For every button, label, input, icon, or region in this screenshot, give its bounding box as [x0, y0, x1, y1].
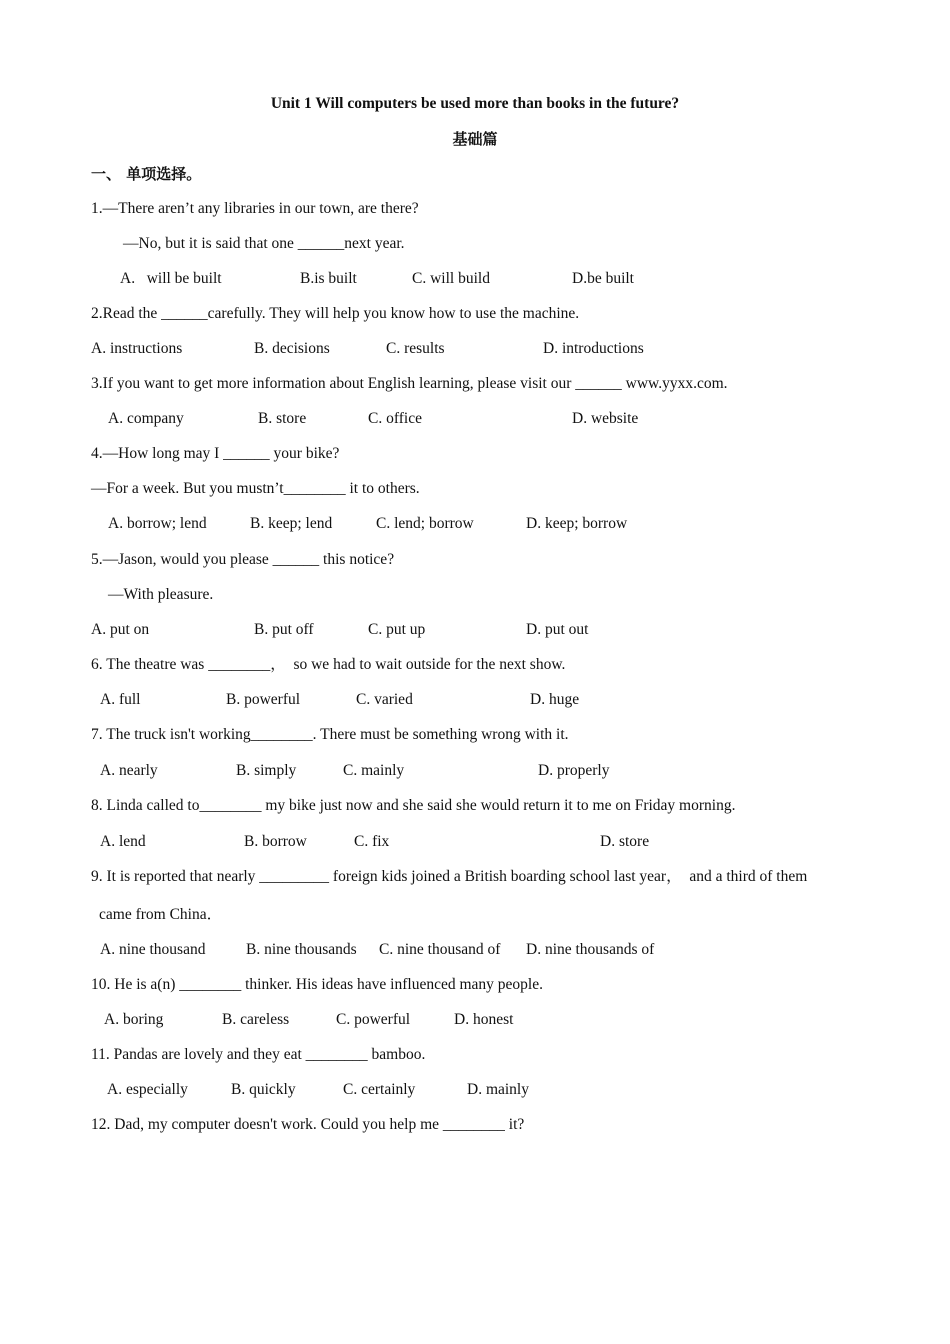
- question-4-option-a: A. borrow; lend: [108, 515, 207, 532]
- question-5-stem: 5.—Jason, would you please ______ this notice?: [91, 551, 395, 568]
- question-7-option-a: A. nearly: [100, 762, 158, 779]
- question-8-option-c: C. fix: [354, 833, 390, 850]
- question-10-option-a: A. boring: [104, 1011, 164, 1028]
- question-9-option-c: C. nine thousand of: [379, 941, 501, 958]
- question-7-option-b: B. simply: [236, 762, 297, 779]
- page-subtitle: 基础篇: [452, 130, 498, 148]
- question-10-option-d: D. honest: [454, 1011, 514, 1028]
- page-title: Unit 1 Will computers be used more than books in the future?: [270, 95, 680, 112]
- question-3-option-b: B. store: [258, 410, 307, 427]
- question-11-option-b: B. quickly: [231, 1081, 296, 1098]
- question-2-stem: 2.Read the ______carefully. They will help you know how to use the machine.: [91, 305, 580, 322]
- question-3-option-c: C. office: [368, 410, 422, 427]
- question-3-stem: 3.If you want to get more information about English learning, please visit our ______ www.yyxx.com.: [91, 375, 728, 392]
- question-2-option-d: D. introductions: [543, 340, 644, 357]
- question-5-option-c: C. put up: [368, 621, 426, 638]
- question-8-option-d: D. store: [600, 833, 650, 850]
- question-8-option-a: A. lend: [100, 833, 146, 850]
- question-4-option-d: D. keep; borrow: [526, 515, 628, 532]
- question-12-stem: 12. Dad, my computer doesn't work. Could you help me ________ it?: [91, 1116, 525, 1133]
- question-10-option-b: B. careless: [222, 1011, 290, 1028]
- question-9-stem-continued: came from China．: [99, 906, 223, 923]
- question-6-option-a: A. full: [100, 691, 141, 708]
- question-2-option-b: B. decisions: [254, 340, 330, 357]
- question-7-stem: 7. The truck isn't working________. There must be something wrong with it.: [91, 726, 569, 743]
- question-8-stem: 8. Linda called to________ my bike just now and she said she would return it to me on Friday morning.: [91, 797, 736, 814]
- question-5-option-a: A. put on: [91, 621, 150, 638]
- question-7-option-c: C. mainly: [343, 762, 405, 779]
- question-1-option-c: C. will build: [412, 270, 490, 287]
- question-4-stem: 4.—How long may I ______ your bike?: [91, 445, 340, 462]
- question-6-option-c: C. varied: [356, 691, 413, 708]
- question-7-option-d: D. properly: [538, 762, 610, 779]
- question-1-option-b: B.is built: [300, 270, 357, 287]
- question-3-option-d: D. website: [572, 410, 639, 427]
- question-8-option-b: B. borrow: [244, 833, 307, 850]
- question-1-stem: 1.—There aren’t any libraries in our town, are there?: [91, 200, 419, 217]
- question-11-option-a: A. especially: [107, 1081, 188, 1098]
- section-heading: 一、 单项选择。: [91, 165, 202, 183]
- question-1-stem-reply: —No, but it is said that one ______next year.: [123, 235, 405, 252]
- question-5-option-b: B. put off: [254, 621, 314, 638]
- question-1-option-d: D.be built: [572, 270, 634, 287]
- question-2-option-c: C. results: [386, 340, 445, 357]
- question-4-stem-reply: —For a week. But you mustn’t________ it to others.: [91, 480, 420, 497]
- question-4-option-b: B. keep; lend: [250, 515, 333, 532]
- question-11-stem: 11. Pandas are lovely and they eat ________ bamboo.: [91, 1046, 426, 1063]
- question-11-option-d: D. mainly: [467, 1081, 529, 1098]
- question-9-option-a: A. nine thousand: [100, 941, 206, 958]
- question-4-option-c: C. lend; borrow: [376, 515, 474, 532]
- question-6-option-d: D. huge: [530, 691, 580, 708]
- question-11-option-c: C. certainly: [343, 1081, 416, 1098]
- question-5-option-d: D. put out: [526, 621, 589, 638]
- question-6-option-b: B. powerful: [226, 691, 301, 708]
- question-5-stem-reply: —With pleasure.: [108, 586, 214, 603]
- question-10-option-c: C. powerful: [336, 1011, 411, 1028]
- question-3-option-a: A. company: [108, 410, 184, 427]
- question-9-option-b: B. nine thousands: [246, 941, 357, 958]
- question-9-option-d: D. nine thousands of: [526, 941, 655, 958]
- question-2-option-a: A. instructions: [91, 340, 183, 357]
- question-6-stem: 6. The theatre was ________， so we had to wait outside for the next show.: [91, 656, 566, 673]
- question-9-stem: 9. It is reported that nearly _________ foreign kids joined a British boarding school last year， and a third of them: [91, 868, 808, 885]
- question-10-stem: 10. He is a(n) ________ thinker. His ideas have influenced many people.: [91, 976, 543, 993]
- question-1-option-a: A. will be built: [120, 270, 222, 287]
